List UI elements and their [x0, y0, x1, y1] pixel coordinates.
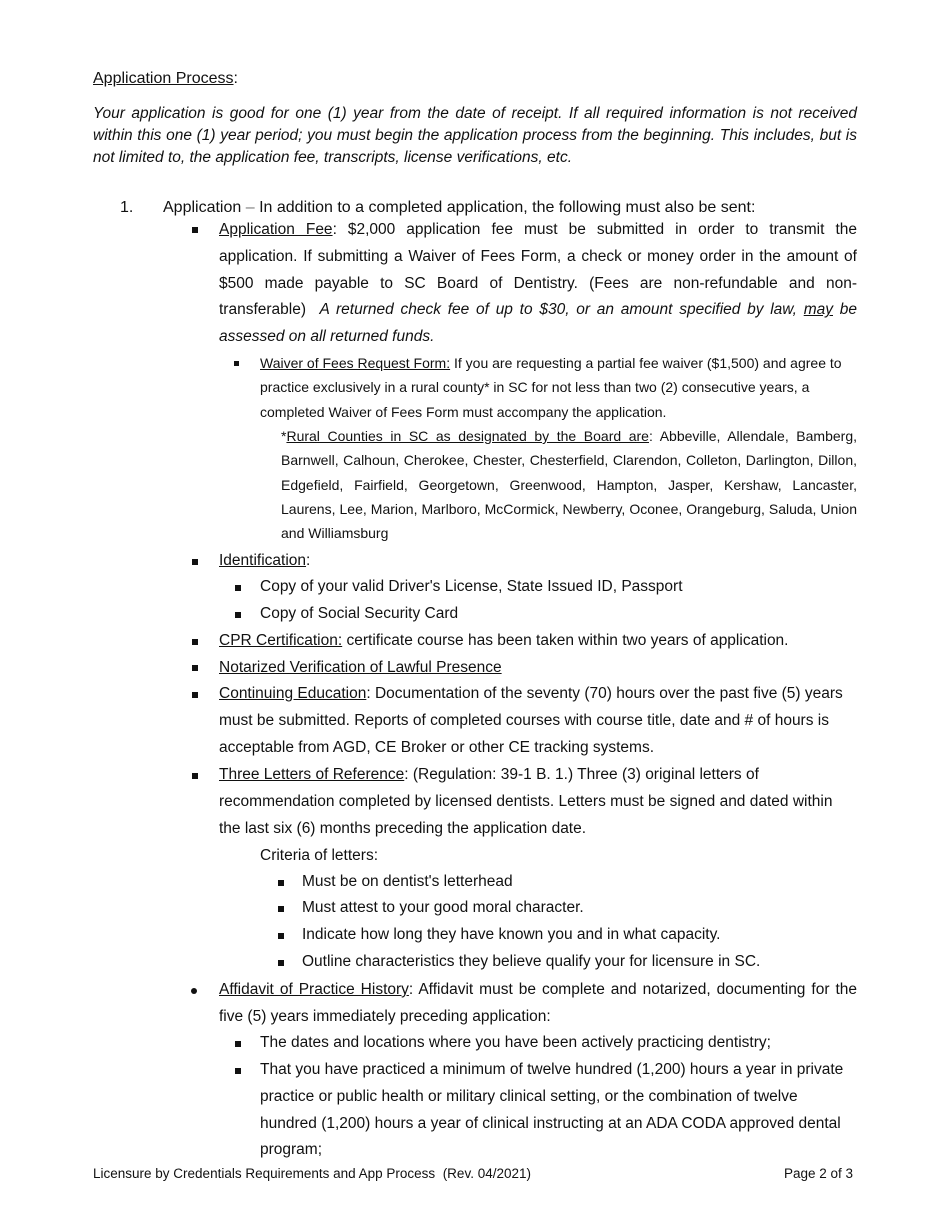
bullet-square-icon — [192, 559, 198, 565]
cpr-text: certificate course has been taken within two years of application. — [342, 632, 789, 649]
heading-colon: : — [233, 70, 238, 87]
bullet-square-icon — [192, 773, 198, 779]
item-dash: – — [241, 199, 260, 216]
bullet-square-icon — [192, 665, 198, 671]
criteria-item: Indicate how long they have known you and in what capacity. — [302, 926, 721, 943]
list-item: Copy of your valid Driver's License, State Issued ID, Passport — [260, 578, 683, 595]
item-number: 1. — [120, 199, 134, 216]
waiver-label: Waiver of Fees Request Form: — [260, 355, 451, 371]
bullet-square-icon — [278, 906, 284, 912]
bullet-square-icon — [278, 880, 284, 886]
footer-page-number: Page 2 of 3 — [784, 1166, 854, 1181]
bullet-square-icon — [235, 585, 241, 591]
criteria-item: Outline characteristics they believe qualify your for licensure in SC. — [302, 953, 761, 970]
notarized-label: Notarized Verification of Lawful Presence — [219, 659, 502, 676]
affidavit-block — [219, 977, 857, 1031]
affidavit-label: Affidavit of Practice History — [219, 981, 409, 998]
ce-text: : Documentation of the seventy (70) hours over the past five (5) years must be submitted. Reports of completed courses with course title, date and # of hours is acceptable from AGD, CE Broker or other CE tracking systems. — [219, 685, 843, 756]
returned-funds-text: be assessed on all returned funds. — [219, 301, 857, 346]
bullet-square-icon — [192, 692, 198, 698]
section-heading — [93, 70, 238, 88]
footer-document-title: Licensure by Credentials Requirements and App Process (Rev. 04/2021) — [93, 1166, 531, 1181]
identification-heading — [219, 548, 310, 575]
affidavit-text: : Affidavit must be complete and notarized, documenting for the five (5) years immediately preceding application: — [219, 981, 858, 1025]
heading-text: Application Process — [93, 70, 234, 87]
bullet-square-icon — [235, 612, 241, 618]
affidavit-item: The dates and locations where you have been actively practicing dentistry; — [260, 1034, 771, 1051]
bullet-square-icon — [235, 1041, 241, 1047]
references-label: Three Letters of Reference — [219, 766, 405, 783]
cpr-label: CPR Certification: — [219, 632, 343, 649]
criteria-title: Criteria of letters: — [260, 847, 379, 864]
bullet-square-icon — [234, 361, 239, 366]
criteria-item: Must attest to your good moral character. — [302, 899, 584, 916]
bullet-square-icon — [278, 960, 284, 966]
may-text: may — [803, 301, 833, 319]
application-fee-text: : $2,000 application fee must be submitted in order to transmit the application. If submitting a Waiver of Fees Form, a check or money order in the amount of $500 made payable to SC Board of Dentistry. (Fees are non-refundable and non-transferable) — [219, 221, 857, 319]
item-text — [163, 199, 755, 217]
item-description: In addition to a completed application, the following must also be sent: — [259, 199, 756, 216]
identification-label: Identification — [219, 552, 307, 569]
cpr-block — [219, 628, 789, 655]
rural-counties-block — [281, 424, 857, 545]
identification-colon: : — [306, 552, 311, 569]
item-label: Application — [163, 199, 242, 216]
notarized-block — [219, 655, 502, 682]
bullet-square-icon — [278, 933, 284, 939]
returned-check-text: A returned check fee of up to $30, or an amount specified by law, — [319, 301, 797, 319]
bullet-square-icon — [192, 227, 198, 233]
references-block — [219, 762, 841, 842]
waiver-block — [260, 351, 860, 424]
affidavit-item: That you have practiced a minimum of twelve hundred (1,200) hours a year in private practice or public health or military clinical setting, or the combination of twelve hundred (1,200) hours a year of clinical instructing at an ADA CODA approved dental program; — [260, 1061, 844, 1159]
rural-label: Rural Counties in SC as designated by the Board are — [286, 428, 649, 444]
bullet-dot-icon — [191, 988, 197, 994]
bullet-square-icon — [192, 639, 198, 645]
application-fee-label: Application Fee — [219, 221, 333, 238]
waiver-text: If you are requesting a partial fee waiver ($1,500) and agree to practice exclusively in a rural county* in SC for not less than two (2) consecutive years, a completed Waiver of Fees Form must accompany the application. — [260, 355, 842, 420]
rural-counties-text: : Abbeville, Allendale, Bamberg, Barnwell, Calhoun, Cherokee, Chester, Chesterfield, Clarendon, Colleton, Darlington, Dillon, Edgefield, Fairfield, Georgetown, Greenwood, Hampton, Jasper, Kershaw, Lancaster, Laurens, Lee, Marion, Marlboro, McCormick, Newberry, Oconee, Orangeburg, Saluda, Union and Williamsburg — [281, 428, 857, 542]
rural-asterisk: * — [281, 428, 287, 444]
ce-label: Continuing Education — [219, 685, 367, 702]
bullet-square-icon — [235, 1068, 241, 1074]
list-item: Copy of Social Security Card — [260, 605, 459, 622]
intro-paragraph: Your application is good for one (1) year from the date of receipt. If all required information is not received within this one (1) year period; you must begin the application process from the beginning. This includes, but is not limited to, the application fee, transcripts, license verifications, etc. — [93, 105, 857, 166]
application-fee-block — [219, 217, 857, 351]
criteria-item: Must be on dentist's letterhead — [302, 873, 513, 890]
continuing-education-block — [219, 681, 859, 761]
references-text: : (Regulation: 39-1 B. 1.) Three (3) original letters of recommendation completed by licensed dentists. Letters must be signed and dated within the last six (6) months preceding the application date. — [219, 766, 833, 837]
